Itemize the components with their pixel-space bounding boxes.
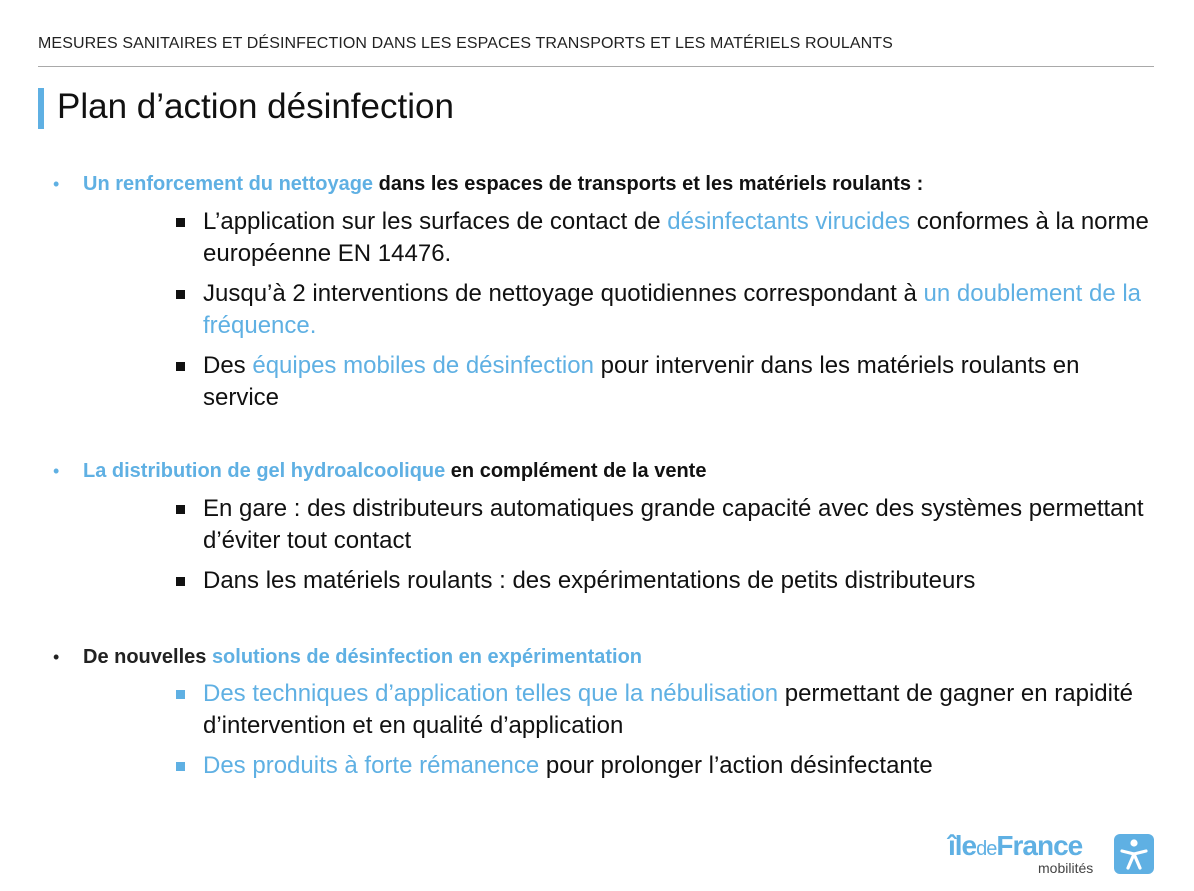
bullet-highlight: solutions de désinfection en expérimentation [211,646,643,668]
sub-item-text: Dans les matériels roulants : des expérimentations de petits distributeurs [203,567,976,594]
sub-item-highlight: équipes mobiles de désinfection [252,352,594,379]
bullet-new-solutions [53,646,642,669]
bullet-gel [53,460,706,483]
sub-item-text: Des [203,352,253,379]
bullet-dot-icon: • [53,461,60,481]
sub-item-nebulisation [174,678,1153,742]
bullet-dot-icon: • [53,647,60,667]
logo-person-icon [1114,834,1154,874]
square-bullet-icon [176,218,185,227]
sub-item-highlight: un doublement de la fréquence. [203,280,1142,339]
sub-item-remanence [174,750,1153,782]
bullet-text: en complément de la vente [445,460,707,482]
title-accent-bar [38,88,44,129]
sub-item-rolling-stock-dispensers [174,565,1153,597]
sub-item-text: pour intervenir dans les matériels roulants en service [203,352,1080,411]
square-bullet-icon [176,362,185,371]
square-bullet-icon [176,690,185,699]
sub-item-station-dispensers [174,493,1153,557]
square-bullet-icon [176,505,185,514]
sub-item-text: permettant de gagner en rapidité d’intervention et en qualité d’application [203,680,1133,739]
sub-item-virucides [174,206,1153,270]
sub-item-text: Jusqu’à 2 interventions de nettoyage quotidiennes correspondant à [203,280,924,307]
square-bullet-icon [176,290,185,299]
slide-title: Plan d’action désinfection [57,87,454,126]
sub-item-text: pour prolonger l’action désinfectante [539,752,933,779]
sub-item-text: L’application sur les surfaces de contact de [203,208,668,235]
logo-wordmark: îledeFrance [948,830,1083,861]
sub-item-highlight: Des techniques d’application telles que la nébulisation [203,680,779,707]
square-bullet-icon [176,762,185,771]
section-header: MESURES SANITAIRES ET DÉSINFECTION DANS LES ESPACES TRANSPORTS ET LES MATÉRIELS ROULANTS [38,35,893,52]
bullet-text: dans les espaces de transports et les matériels roulants : [373,173,924,195]
bullet-dot-icon: • [53,174,60,194]
square-bullet-icon [176,577,185,586]
bullet-highlight: La distribution de gel hydroalcoolique [83,460,446,482]
sub-item-highlight: désinfectants virucides [667,208,911,235]
sub-item-frequency [174,278,1153,342]
sub-item-mobile-teams [174,350,1153,414]
bullet-cleaning [53,173,923,196]
bullet-text: De nouvelles [83,646,212,668]
header-divider [38,66,1154,67]
idf-mobilites-logo [946,830,1156,880]
sub-item-highlight: Des produits à forte rémanence [203,752,540,779]
bullet-highlight: Un renforcement du nettoyage [83,173,374,195]
logo-subtitle: mobilités [1038,860,1094,876]
sub-item-text: En gare : des distributeurs automatiques grande capacité avec des systèmes permettant d’éviter tout contact [203,495,1144,554]
sub-item-text: conformes à la norme européenne EN 14476. [203,208,1149,267]
